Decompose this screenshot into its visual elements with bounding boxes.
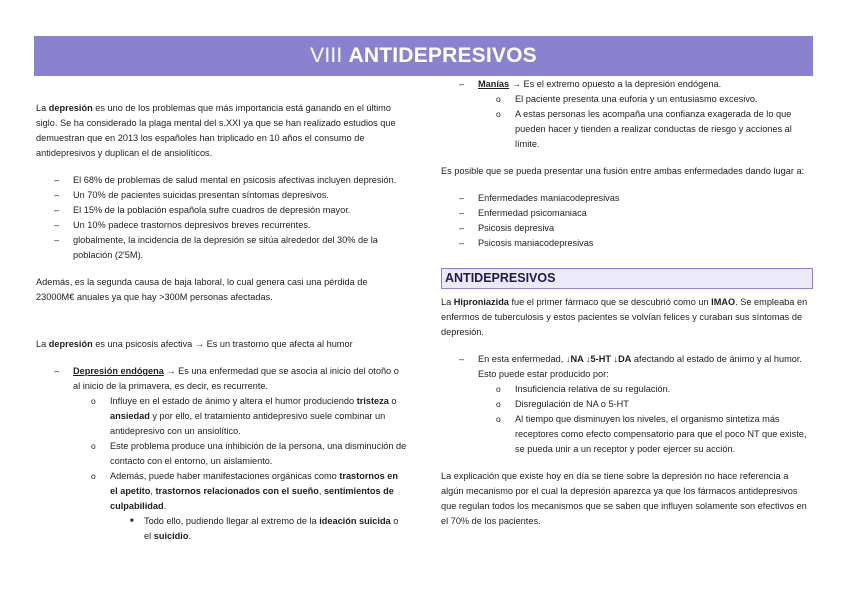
fusion-paragraph: Es posible que se pueda presentar una fusión entre ambas enfermedades dando lugar a: (441, 166, 805, 176)
section-heading: ANTIDEPRESIVOS (441, 268, 813, 289)
list-item: o Además, puede haber manifestaciones orgánicas como trastornos en el apetito, trastornos relacionados con el sueño, sentimientos de culpabilidad. ■ Todo ello, pudiendo llegar al extremo de la ideación suicida o el suicidio. (73, 469, 408, 544)
right-column (441, 77, 813, 529)
list-item: – Un 10% padece trastornos depresivos breves recurrentes. (36, 218, 408, 233)
list-item: o Este problema produce una inhibición de la persona, una disminución de contacto con el entorno, un aislamiento. (73, 439, 408, 469)
list-item: – Un 70% de pacientes suicidas presentan síntomas depresivos. (36, 188, 408, 203)
hiproniazida-paragraph: La Hiproniazida fue el primer fármaco que se descubrió como un IMAO. Se empleaba en enfermos de tuberculosis y estos pacientes se volvían felices y curaban sus síntomas de depresión. (441, 297, 808, 337)
list-item: – Enfermedad psicomaniaca (441, 206, 813, 221)
page-title (34, 36, 813, 76)
endogena-subsublist (110, 514, 408, 544)
cost-paragraph: Además, es la segunda causa de baja laboral, lo cual genera casi una pérdida de 23000M€ anuales ya que hay >300M personas afectadas. (36, 277, 368, 302)
list-item: o Insuficiencia relativa de su regulación. (478, 382, 813, 397)
list-item: o Disregulación de NA o 5-HT (478, 397, 813, 412)
list-item: o Al tiempo que disminuyen los niveles, el organismo sintetiza más receptores como efecto compensatorio para que el poco NT que existe, se pueda unir a un receptor y poder ejercer su acción. (478, 412, 813, 457)
list-item: – El 68% de problemas de salud mental en psicosis afectivas incluyen depresión. (36, 173, 408, 188)
disease-list (441, 352, 813, 457)
list-item: – En esta enfermedad, ↓NA ↓5-HT ↓DA afectando al estado de ánimo y al humor. Esto puede estar producido por: o Insuficiencia relativa de su regulación. o Disregulación de NA o 5-HT o Al tiempo que disminuyen los niveles, el organismo sintetiza más receptores como efecto compensatorio para que el poco NT que existe, se pueda unir a un receptor y poder ejercer su acción. (441, 352, 813, 457)
manias-list (441, 77, 813, 152)
chapter-title: ANTIDEPRESIVOS (348, 44, 537, 67)
list-item: – Depresión endógena → Es una enfermedad que se asocia al inicio del otoño o al inicio de la primavera, es decir, es recurrente. o Influye en el estado de ánimo y altera el humor produciendo tristeza o ansiedad y por ello, el tratamiento antidepresivo suele combinar un antidepresivo con un ansiolítico. o Este problema produce una inhibición de la persona, una disminución de contacto con el entorno, un aislamiento. o Además, puede haber manifestaciones orgánicas como trastornos en el apetito, trastornos relacionados con el sueño, sentimientos de culpabilidad. ■ Todo ello, pudiendo llegar al extremo de la ideación suicida o el suicidio. (36, 364, 408, 544)
endogena-sublist (73, 394, 408, 544)
list-item: – Psicosis maniacodepresivas (441, 236, 813, 251)
list-item: o Influye en el estado de ánimo y altera el humor produciendo tristeza o ansiedad y por ello, el tratamiento antidepresivo suele combinar un antidepresivo con un ansiolítico. (73, 394, 408, 439)
endogena-list (36, 364, 408, 544)
chapter-number: VIII (310, 44, 343, 67)
fusion-list (441, 191, 813, 251)
stats-list (36, 173, 408, 263)
explanation-paragraph: La explicación que existe hoy en día se tiene sobre la depresión no hace referencia a algún mecanismo por el cual la depresión aparezca ya que los fármacos antidepresivos que regulan todos los mecanismos que se saben que influyen solamente son efectivos en el 70% de los pacientes. (441, 471, 807, 526)
disease-sublist (478, 382, 813, 457)
list-item: – Psicosis depresiva (441, 221, 813, 236)
list-item: – El 15% de la población española sufre cuadros de depresión mayor. (36, 203, 408, 218)
list-item: ■ Todo ello, pudiendo llegar al extremo de la ideación suicida o el suicidio. (110, 514, 408, 544)
left-column (36, 101, 408, 544)
list-item: – Enfermedades maniacodepresivas (441, 191, 813, 206)
list-item: o A estas personas les acompaña una confianza exagerada de lo que pueden hacer y tienden a realizar conductas de riesgo y acciones al límite. (478, 107, 813, 152)
list-item: – Manías → Es el extremo opuesto a la depresión endógena. o El paciente presenta una euforia y un entusiasmo excesivo. o A estas personas les acompaña una confianza exagerada de lo que pueden hacer y tienden a realizar conductas de riesgo y acciones al límite. (441, 77, 813, 152)
list-item: – globalmente, la incidencia de la depresión se sitúa alrededor del 30% de la población (2'5M). (36, 233, 408, 263)
intro-paragraph: La depresión es uno de los problemas que más importancia está ganando en el último siglo. Se ha considerado la plaga mental del s.XXI ya que se han realizado estudios que demuestran que en 2013 los españoles han triplicado en 10 años el consumo de antidepresivos y duplican el de ansiolíticos. (36, 103, 396, 158)
list-item: o El paciente presenta una euforia y un entusiasmo excesivo. (478, 92, 813, 107)
definition-paragraph: La depresión es una psicosis afectiva → Es un trastorno que afecta al humor (36, 339, 353, 349)
manias-sublist (478, 92, 813, 152)
